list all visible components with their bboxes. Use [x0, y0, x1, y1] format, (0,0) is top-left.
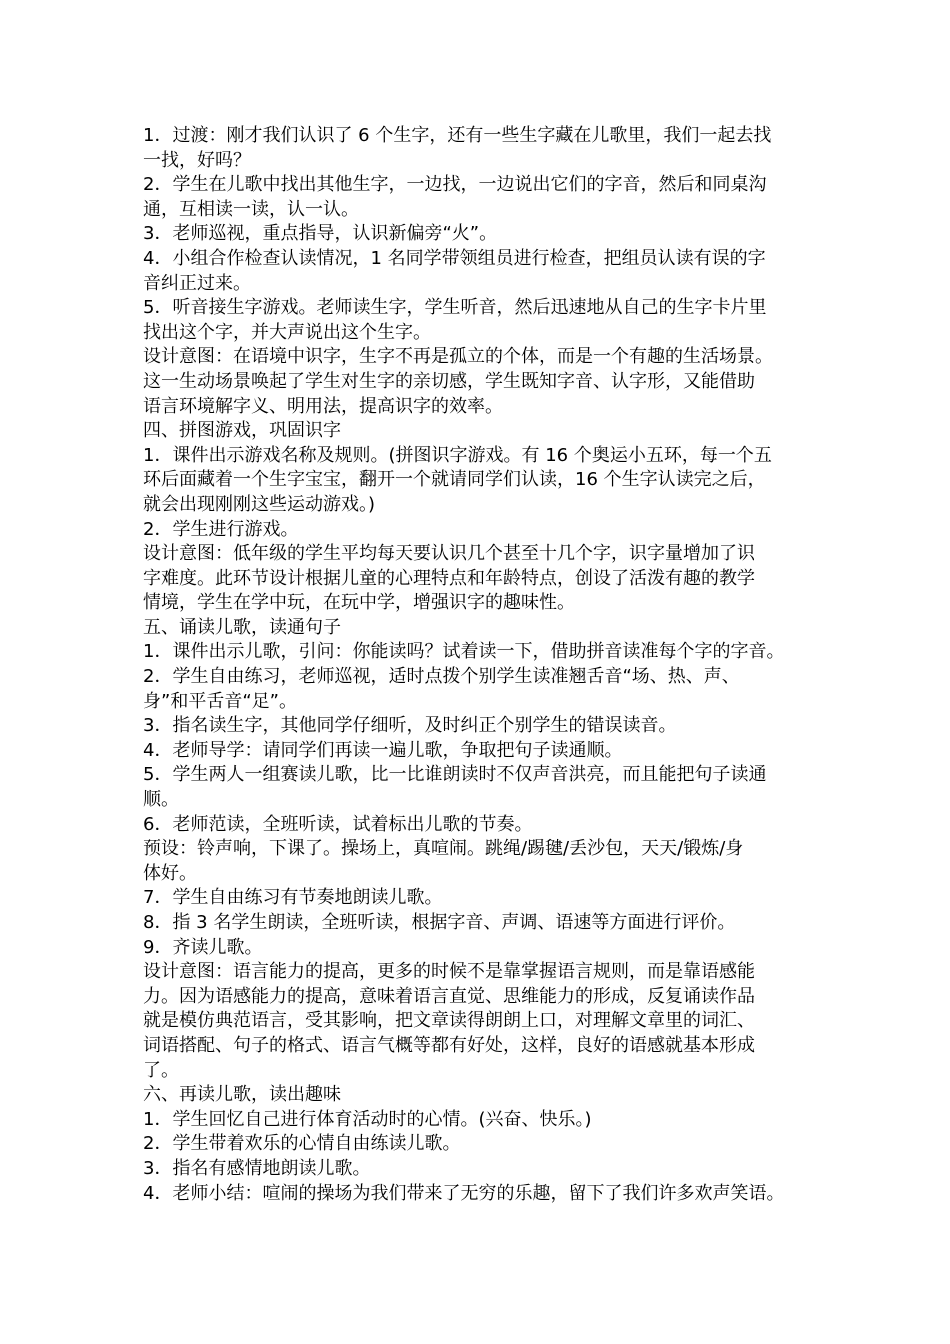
design-intent-line: 设计意图：语言能力的提高，更多的时候不是靠掌握语言规则，而是靠语感能	[143, 961, 755, 983]
text-line: 1．学生回忆自己进行体育活动时的心情。(兴奋、快乐。)	[143, 1108, 592, 1130]
text-line: 4．老师小结：喧闹的操场为我们带来了无穷的乐趣，留下了我们许多欢声笑语。	[143, 1182, 785, 1204]
text-line: 5．听音接生字游戏。老师读生字，学生听音，然后迅速地从自己的生字卡片里	[143, 297, 767, 319]
text-line: 7．学生自由练习有节奏地朗读儿歌。	[143, 887, 443, 909]
text-line: 6．老师范读，全班听读，试着标出儿歌的节奏。	[143, 813, 533, 835]
text-line: 4．老师导学：请同学们再读一遍儿歌，争取把句子读通顺。	[143, 739, 623, 761]
text-line: 1．课件出示游戏名称及规则。(拼图识字游戏。有 16 个奥运小五环，每一个五	[143, 444, 772, 466]
text-line: 就是模仿典范语言，受其影响，把文章读得朗朗上口，对理解文章里的词汇、	[143, 1010, 755, 1032]
section-heading: 六、再读儿歌，读出趣味	[143, 1084, 341, 1106]
text-line: 5．学生两人一组赛读儿歌，比一比谁朗读时不仅声音洪亮，而且能把句子读通	[143, 764, 767, 786]
text-line: 3．指名有感情地朗读儿歌。	[143, 1157, 371, 1179]
text-line: 力。因为语感能力的提高，意味着语言直觉、思维能力的形成，反复诵读作品	[143, 985, 755, 1007]
text-line: 身”和平舌音“足”。	[143, 690, 297, 712]
text-line: 这一生动场景唤起了学生对生字的亲切感，学生既知字音、认字形，又能借助	[143, 370, 755, 392]
text-line: 词语搭配、句子的格式、语言气概等都有好处，这样，良好的语感就基本形成	[143, 1034, 755, 1056]
section-heading: 五、诵读儿歌，读通句子	[143, 616, 341, 638]
text-line: 2．学生进行游戏。	[143, 518, 299, 540]
text-line: 2．学生自由练习，老师巡视，适时点拨个别学生读准翘舌音“场、热、声、	[143, 666, 740, 688]
text-line: 字难度。此环节设计根据儿童的心理特点和年龄特点，创设了活泼有趣的教学	[143, 567, 755, 589]
text-line: 体好。	[143, 862, 197, 884]
text-line: 情境，学生在学中玩，在玩中学，增强识字的趣味性。	[143, 592, 575, 614]
document-body	[143, 124, 830, 1206]
text-line: 8．指 3 名学生朗读，全班听读，根据字音、声调、语速等方面进行评价。	[143, 912, 736, 933]
text-line: 一找，好吗？	[143, 149, 251, 171]
text-line: 环后面藏着一个生字宝宝，翻开一个就请同学们认读，16 个生字认读完之后，	[143, 469, 766, 491]
text-line: 2．学生在儿歌中找出其他生字，一边找，一边说出它们的字音，然后和同桌沟	[143, 174, 767, 196]
text-line: 音纠正过来。	[143, 272, 251, 294]
section-heading: 四、拼图游戏，巩固识字	[143, 420, 341, 442]
text-line: 3．老师巡视，重点指导，认识新偏旁“火”。	[143, 223, 498, 245]
text-line: 2．学生带着欢乐的心情自由练读儿歌。	[143, 1133, 461, 1155]
text-line: 通，互相读一读，认一认。	[143, 198, 359, 220]
text-line: 就会出现刚刚这些运动游戏。)	[143, 493, 376, 515]
text-line: 1．过渡：刚才我们认识了 6 个生字，还有一些生字藏在儿歌里，我们一起去找	[143, 125, 772, 146]
text-line: 语言环境解字义、明用法，提高识字的效率。	[143, 395, 503, 417]
text-line: 9．齐读儿歌。	[143, 936, 263, 958]
text-line: 了。	[143, 1059, 179, 1081]
text-line: 1．课件出示儿歌，引问：你能读吗？试着读一下，借助拼音读准每个字的字音。	[143, 641, 785, 663]
text-line: 预设：铃声响，下课了。操场上，真喧闹。跳绳/踢毽/丢沙包，天天/锻炼/身	[143, 838, 744, 860]
design-intent-line: 设计意图：在语境中识字，生字不再是孤立的个体，而是一个有趣的生活场景。	[143, 346, 773, 368]
text-line: 找出这个字，并大声说出这个生字。	[143, 321, 431, 343]
text-line: 顺。	[143, 789, 179, 811]
text-line: 4．小组合作检查认读情况，1 名同学带领组员进行检查，把组员认读有误的字	[143, 247, 766, 269]
design-intent-line: 设计意图：低年级的学生平均每天要认识几个甚至十几个字，识字量增加了识	[143, 543, 755, 565]
text-line: 3．指名读生字，其他同学仔细听，及时纠正个别学生的错误读音。	[143, 715, 677, 737]
